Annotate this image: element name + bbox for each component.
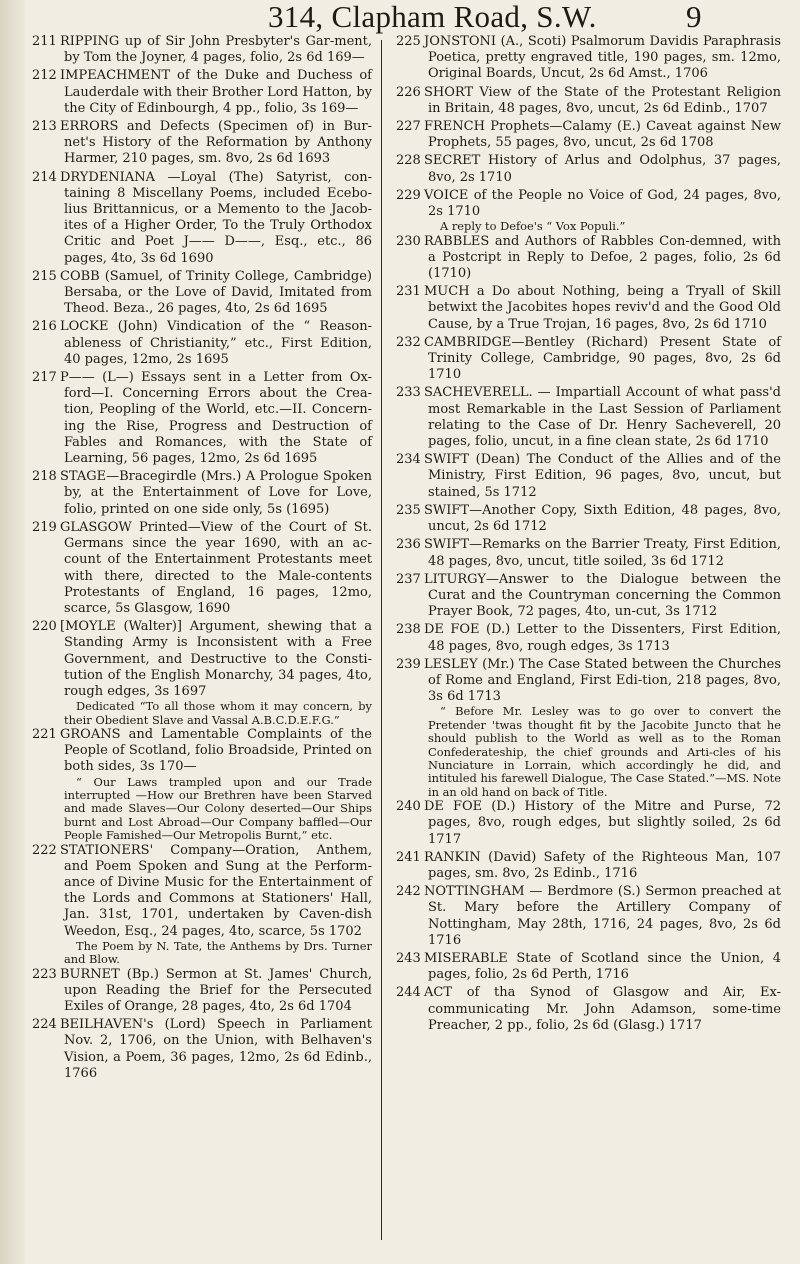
catalogue-entry xyxy=(32,170,372,267)
lot-number: 224 xyxy=(32,1017,57,1033)
lot-number: 213 xyxy=(32,119,57,135)
lot-number: 215 xyxy=(32,268,57,284)
lot-number: 217 xyxy=(32,370,57,386)
lot-description: RABBLES and Authors of Rabbles Con-demned, with a Postcript in Reply to Defoe, 2 pages, folio, 2s 6d (1710) xyxy=(424,233,781,282)
lot-description: [MOYLE (Walter)] Argument, shewing that a Standing Army is Inconsistent with a Free Government, and Destructive to the Consti-tution of the English Monarchy, 34 pages, 4to, rough edges, 3s 1697 xyxy=(60,619,372,699)
lot-description: ACT of tha Synod of Glasgow and Air, Ex-communicating Mr. John Adamson, some-time Preacher, 2 pp., folio, 2s 6d (Glasg.) 1717 xyxy=(424,985,781,1033)
catalogue-entry xyxy=(396,537,781,569)
lot-number: 218 xyxy=(32,469,57,485)
catalogue-entry xyxy=(396,503,781,535)
lot-description: SACHEVERELL. — Impartiall Account of what pass'd most Remarkable in the Last Session of Parliament relating to the Case of Dr. Henry Sacheverell, 20 pages, folio, uncut, in a fine clean state, 2s 6d 1710 xyxy=(424,385,781,450)
catalogue-entry xyxy=(396,799,781,848)
lot-description: MUCH a Do about Nothing, being a Tryall of Skill betwixt the Jacobites hopes reviv'd and the Good Old Cause, by a True Trojan, 16 pages, 8vo, 2s 6d 1710 xyxy=(424,284,781,332)
lot-number: 240 xyxy=(396,799,421,815)
catalogue-note: A reply to Defoe's “ Vox Populi.” xyxy=(440,219,626,234)
catalogue-note: “ Our Laws trampled upon and our Trade interrupted —How our Brethren have been Starved and made Slaves—Our Colony deserted—Our Ships burnt and Lost Abroad—Our Company baffled—Our People Famished—Our Metropolis Burnt,” etc. xyxy=(64,774,372,843)
catalogue-entry xyxy=(396,34,781,83)
lot-number: 223 xyxy=(32,966,57,982)
lot-description: DE FOE (D.) Letter to the Dissenters, First Edition, 48 pages, 8vo, rough edges, 3s 1713 xyxy=(424,622,781,654)
lot-description: LESLEY (Mr.) The Case Stated between the Churches of Rome and England, First Edi-tion, 218 pages, 8vo, 3s 6d 1713 xyxy=(424,656,781,705)
catalogue-entry xyxy=(396,572,781,621)
lot-number: 242 xyxy=(396,884,421,900)
catalogue-entry xyxy=(396,335,781,384)
lot-number: 214 xyxy=(32,169,57,185)
lot-description: LOCKE (John) Vindication of the “ Reason-ableness of Christianity,” etc., First Edition, 40 pages, 12mo, 2s 1695 xyxy=(60,319,372,367)
lot-number: 234 xyxy=(396,452,421,468)
lot-description: DRYDENIANA —Loyal (The) Satyrist, con-taining 8 Miscellany Poems, included Ecebo-lius Brittannicus, or a Memento to the Jacob-ites of a Higher Order, To the Truly Orthodox Critic and Poet J—— D——, Esq., etc., 86 pages, 4to, 3s 6d 1690 xyxy=(60,169,372,266)
lot-number: 229 xyxy=(396,187,421,203)
lot-description: STATIONERS' Company—Oration, Anthem, and Poem Spoken and Sung at the Perform-ance of Divine Music for the Entertainment of the Lords and Commons at Stationers' Hall, Jan. 31st, 1701, undertaken by Caven-dish Weedon, Esq., 24 pages, 4to, scarce, 5s 1702 xyxy=(60,842,372,939)
lot-number: 227 xyxy=(396,119,421,135)
lot-description: RANKIN (David) Safety of the Righteous Man, 107 pages, sm. 8vo, 2s Edinb., 1716 xyxy=(424,849,781,881)
lot-number: 233 xyxy=(396,385,421,401)
catalogue-column-right xyxy=(396,34,781,1034)
catalogue-entry xyxy=(32,967,372,1016)
catalogue-entry xyxy=(396,884,781,949)
catalogue-entry xyxy=(396,657,781,706)
lot-description: GROANS and Lamentable Complaints of the People of Scotland, folio Broadside, Printed on both sides, 3s 170— xyxy=(60,726,372,775)
lot-description: CAMBRIDGE—Bentley (Richard) Present State of Trinity College, Cambridge, 90 pages, 8vo, 2s 6d 1710 xyxy=(424,334,781,383)
catalogue-entry xyxy=(32,34,372,66)
catalogue-entry xyxy=(396,119,781,151)
catalogue-entry xyxy=(32,1017,372,1082)
catalogue-entry xyxy=(396,622,781,654)
lot-description: P—— (L—) Essays sent in a Letter from Ox-ford—I. Concerning Errors about the Crea-tion, Peopling of the World, etc.—II. Concern-ing the Rise, Progress and Destruction of Fables and Romances, with the State of Learning, 56 pages, 12mo, 2s 6d 1695 xyxy=(60,370,372,467)
catalogue-entry xyxy=(32,68,372,117)
lot-number: 236 xyxy=(396,537,421,553)
lot-description: STAGE—Bracegirdle (Mrs.) A Prologue Spoken by, at the Entertainment of Love for Love, folio, printed on one side only, 5s (1695) xyxy=(60,469,372,517)
catalogue-entry xyxy=(396,385,781,450)
catalogue-entry xyxy=(32,727,372,776)
lot-description: SWIFT—Another Copy, Sixth Edition, 48 pages, 8vo, uncut, 2s 6d 1712 xyxy=(424,502,781,535)
lot-description: BURNET (Bp.) Sermon at St. James' Church, upon Reading the Brief for the Persecuted Exiles of Orange, 28 pages, 4to, 2s 6d 1704 xyxy=(60,966,372,1015)
lot-description: JONSTONI (A., Scoti) Psalmorum Davidis Paraphrasis Poetica, pretty engraved title, 190 pages, sm. 12mo, Original Boards, Uncut, 2s 6d Amst., 1706 xyxy=(424,34,781,82)
lot-number: 241 xyxy=(396,849,421,865)
catalogue-entry xyxy=(396,153,781,185)
lot-description: IMPEACHMENT of the Duke and Duchess of Lauderdale with their Brother Lord Hatton, by the City of Edinbourgh, 4 pp., folio, 3s 169— xyxy=(60,68,372,116)
header-address: 314, Clapham Road, S.W. xyxy=(268,0,597,34)
lot-number: 243 xyxy=(396,951,421,966)
catalogue-entry xyxy=(32,319,372,368)
catalogue-entry xyxy=(32,843,372,940)
lot-number: 244 xyxy=(396,985,421,1001)
lot-number: 216 xyxy=(32,319,57,335)
catalogue-entry xyxy=(396,284,781,333)
lot-description: BEILHAVEN's (Lord) Speech in Parliament Nov. 2, 1706, on the Union, with Belhaven's Vision, a Poem, 36 pages, 12mo, 2s 6d Edinb., 1766 xyxy=(60,1017,372,1081)
catalogue-entry xyxy=(396,951,781,983)
lot-number: 228 xyxy=(396,153,421,169)
catalogue-note: “ Before Mr. Lesley was to go over to convert the Pretender 'twas thought fit by the Jacobite Juncto that he should publish to the World as well as to the Roman Confederateship, the chief grounds and Arti-cles of his Nunciature in Lorrain, which accordingly he did, and intituled his farewell Dialogue, The Case Stated.”—MS. Note in an old hand on back of Title. xyxy=(428,704,781,799)
catalogue-entry xyxy=(396,850,781,882)
lot-description: SECRET History of Arlus and Odolphus, 37 pages, 8vo, 2s 1710 xyxy=(424,153,781,185)
catalogue-note: The Poem by N. Tate, the Anthems by Drs. Turner and Blow. xyxy=(64,938,372,967)
page-header xyxy=(0,0,800,38)
catalogue-entry xyxy=(396,188,781,220)
catalogue-entry xyxy=(32,370,372,467)
lot-number: 235 xyxy=(396,502,421,518)
lot-description: NOTTINGHAM — Berdmore (S.) Sermon preached at St. Mary before the Artillery Company of Nottingham, May 28th, 1716, 24 pages, 8vo, 2s 6d 1716 xyxy=(424,884,781,948)
lot-number: 231 xyxy=(396,284,421,300)
lot-description: MISERABLE State of Scotland since the Union, 4 pages, folio, 2s 6d Perth, 1716 xyxy=(424,951,781,983)
lot-description: SWIFT (Dean) The Conduct of the Allies and of the Ministry, First Edition, 96 pages, 8vo, uncut, but stained, 5s 1712 xyxy=(424,452,781,500)
lot-number: 230 xyxy=(396,233,421,249)
lot-number: 220 xyxy=(32,619,57,635)
lot-number: 237 xyxy=(396,571,421,587)
lot-description: DE FOE (D.) History of the Mitre and Purse, 72 pages, 8vo, rough edges, but slightly soiled, 2s 6d 1717 xyxy=(424,799,781,847)
lot-description: FRENCH Prophets—Calamy (E.) Caveat against New Prophets, 55 pages, 8vo, uncut, 2s 6d 1708 xyxy=(424,119,781,151)
lot-number: 225 xyxy=(396,34,421,49)
lot-description: SWIFT—Remarks on the Barrier Treaty, First Edition, 48 pages, 8vo, uncut, title soiled, 3s 6d 1712 xyxy=(424,537,781,569)
lot-description: SHORT View of the State of the Protestant Religion in Britain, 48 pages, 8vo, uncut, 2s 6d Edinb., 1707 xyxy=(424,84,781,116)
lot-description: ERRORS and Defects (Specimen of) in Bur-net's History of the Reformation by Anthony Harmer, 210 pages, sm. 8vo, 2s 6d 1693 xyxy=(60,119,372,167)
catalogue-entry xyxy=(32,269,372,318)
catalogue-note: Dedicated “To all those whom it may concern, by their Obedient Slave and Vassal A.B.C.D.E.F.G.” xyxy=(64,699,372,727)
catalogue-entry xyxy=(32,619,372,700)
catalogue-entry xyxy=(32,119,372,168)
catalogue-entry xyxy=(396,452,781,501)
lot-description: LITURGY—Answer to the Dialogue between the Curat and the Countryman concerning the Common Prayer Book, 72 pages, 4to, un-cut, 3s 1712 xyxy=(424,571,781,620)
lot-number: 226 xyxy=(396,84,421,100)
lot-number: 211 xyxy=(32,34,57,49)
lot-description: COBB (Samuel, of Trinity College, Cambridge) Bersaba, or the Love of David, Imitated from Theod. Beza., 26 pages, 4to, 2s 6d 1695 xyxy=(60,268,372,317)
catalogue-entry xyxy=(396,985,781,1034)
column-divider xyxy=(381,40,382,1240)
lot-number: 221 xyxy=(32,726,57,742)
lot-number: 238 xyxy=(396,622,421,638)
lot-description: VOICE of the People no Voice of God, 24 pages, 8vo, 2s 1710 xyxy=(424,187,781,220)
lot-number: 222 xyxy=(32,842,57,858)
catalogue-entry xyxy=(32,469,372,518)
catalogue-entry xyxy=(396,85,781,117)
lot-description: GLASGOW Printed—View of the Court of St. Germans since the year 1690, with an ac-count of the Entertainment Protestants meet with there, directed to the Male-contents Protestants of England, 16 pages, 12mo, scarce, 5s Glasgow, 1690 xyxy=(60,519,372,616)
lot-number: 232 xyxy=(396,334,421,350)
page-edge-shadow xyxy=(0,0,26,1264)
page-number: 9 xyxy=(686,0,702,34)
lot-number: 212 xyxy=(32,68,57,84)
catalogue-entry xyxy=(32,520,372,617)
catalogue-column-left xyxy=(32,34,372,1082)
lot-description: RIPPING up of Sir John Presbyter's Gar-ment, by Tom the Joyner, 4 pages, folio, 2s 6d 169— xyxy=(60,34,372,66)
lot-number: 239 xyxy=(396,656,421,672)
catalogue-entry xyxy=(396,234,781,283)
lot-number: 219 xyxy=(32,519,57,535)
